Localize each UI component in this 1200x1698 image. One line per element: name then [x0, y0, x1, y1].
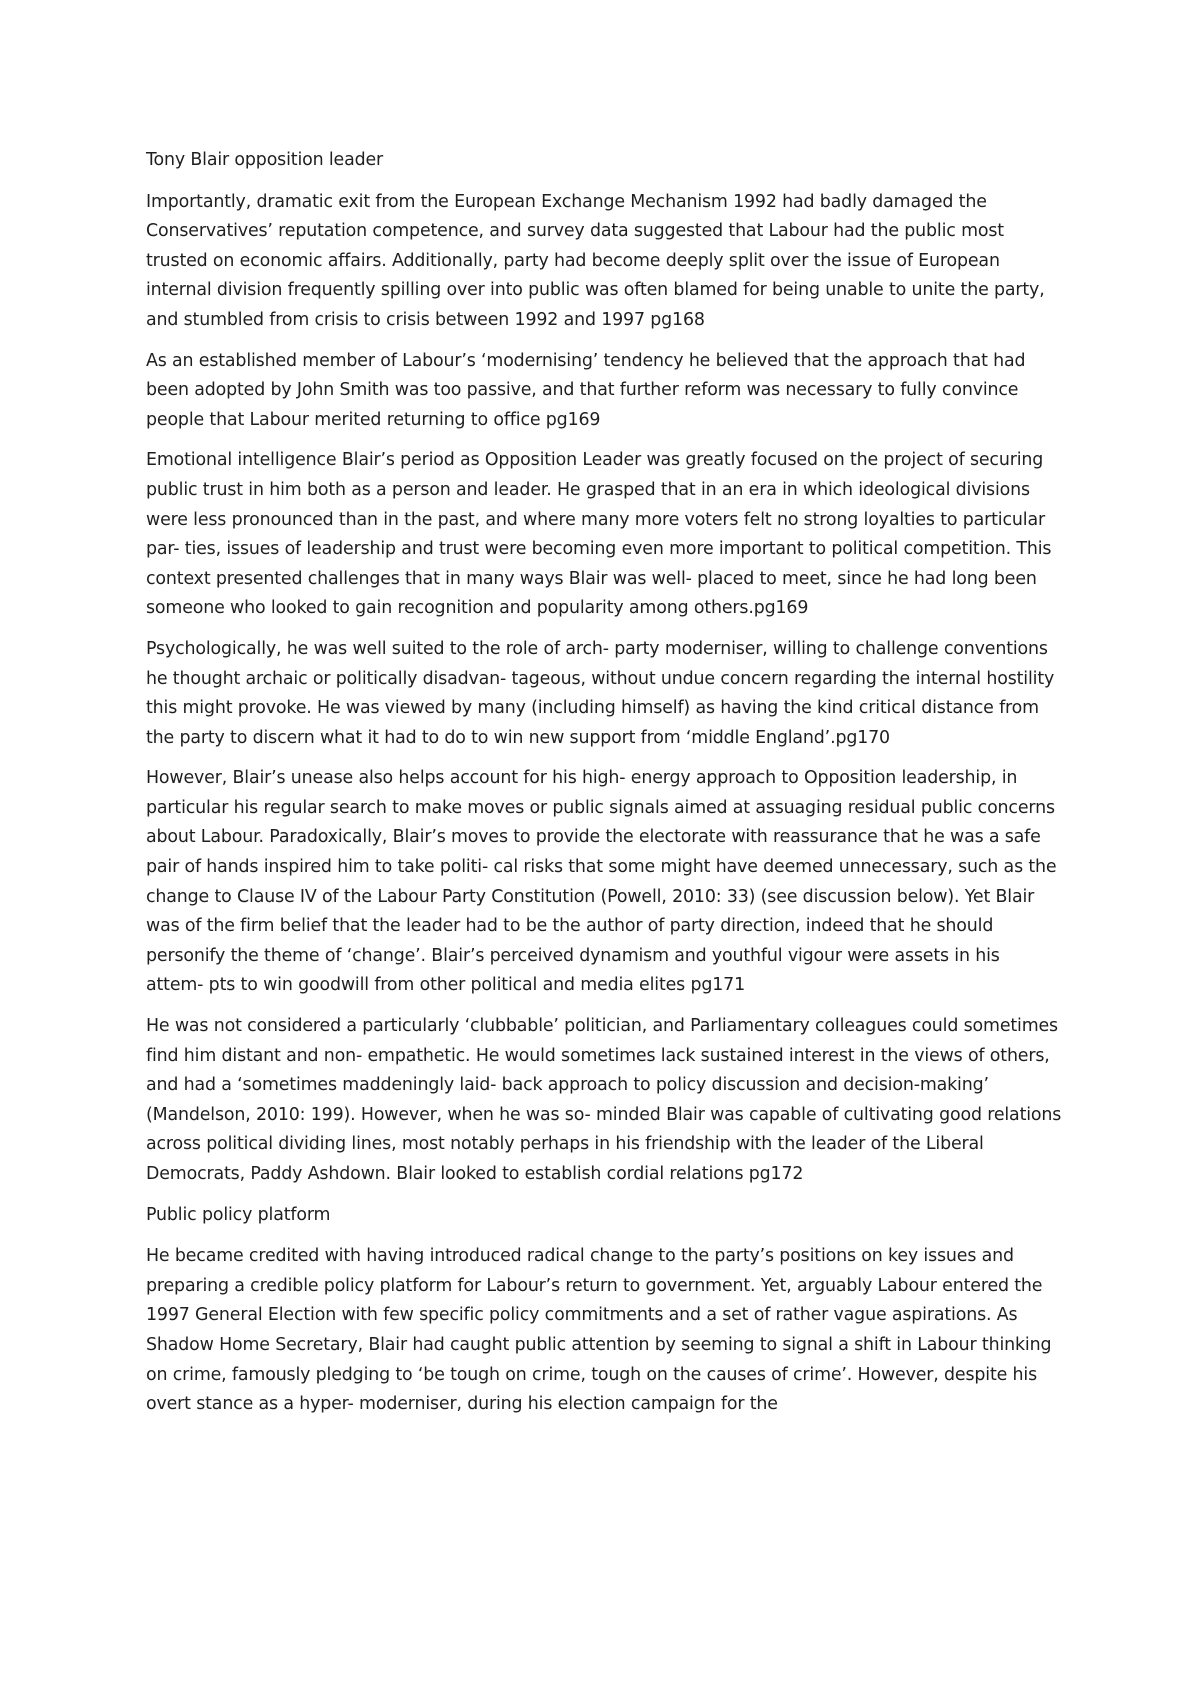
paragraph-psychology: Psychologically, he was well suited to the role of arch- party moderniser, willing to challenge conventions he thought archaic or politically disadvan- tageous, without undue concern regarding the internal hostility this might provoke. He was viewed by many (including himself) as having the kind critical distance from the party to discern what it had to do to win new support from ‘middle England’.pg170 — [146, 638, 1055, 748]
paragraph-unease: However, Blair’s unease also helps account for his high- energy approach to Opposition leadership, in particular his regular search to make moves or public signals aimed at assuaging residual public concerns about Labour. Paradoxically, Blair’s moves to provide the electorate with reassurance that he was a safe pair of hands inspired him to take politi- cal risks that some might have deemed unnecessary, such as the change to Clause IV of the Labour Party Constitution (Powell, 2010: 33) (see discussion below). Yet Blair was of the firm belief that the leader had to be the author of party direction, indeed that he should personify the theme of ‘change’. Blair’s perceived dynamism and youthful vigour were assets in his attem- pts to win goodwill from other political and media elites pg171 — [146, 768, 1057, 996]
paragraph-policy-platform: He became credited with having introduced radical change to the party’s positions on key issues and preparing a credible policy platform for Labour’s return to government. Yet, arguably Labour entered the 1997 General Election with few specific policy commitments and a set of rather vague aspirations. As Shadow Home Secretary, Blair had caught public attention by seeming to signal a shift in Labour thinking on crime, famously pledging to ‘be tough on crime, tough on the causes of crime’. However, despite his overt stance as a hyper- moderniser, during his election campaign for the — [146, 1246, 1052, 1415]
paragraph-economic-reputation: Importantly, dramatic exit from the European Exchange Mechanism 1992 had badly damaged the Conservatives’ reputation competence, and survey data suggested that Labour had the public most trusted on economic affairs. Additionally, party had become deeply split over the issue of European internal division frequently spilling over into public was often blamed for being unable to unite the party, and stumbled from crisis to crisis between 1992 and 1997 pg168 — [146, 191, 1045, 330]
paragraph-emotional-intelligence: Emotional intelligence Blair’s period as Opposition Leader was greatly focused on the project of securing public trust in him both as a person and leader. He grasped that in an era in which ideological divisions were less pronounced than in the past, and where many more voters felt no strong loyalties to particular par- ties, issues of leadership and trust were becoming even more important to political competition. This context presented challenges that in many ways Blair was well- placed to meet, since he had long been someone who looked to gain recognition and popularity among others.pg169 — [146, 450, 1052, 619]
section-heading-public-policy: Public policy platform — [146, 1204, 331, 1225]
document-body — [146, 146, 1062, 1431]
paragraph-modernising-tendency: As an established member of Labour’s ‘modernising’ tendency he believed that the approach that had been adopted by John Smith was too passive, and that further reform was necessary to fully convince people that Labour merited returning to office pg169 — [146, 350, 1026, 430]
paragraph-clubbable: He was not considered a particularly ‘clubbable’ politician, and Parliamentary colleagues could sometimes find him distant and non- empathetic. He would sometimes lack sustained interest in the views of others, and had a ‘sometimes maddeningly laid- back approach to policy discussion and decision-making’ (Mandelson, 2010: 199). However, when he was so- minded Blair was capable of cultivating good relations across political dividing lines, most notably perhaps in his friendship with the leader of the Liberal Democrats, Paddy Ashdown. Blair looked to establish cordial relations pg172 — [146, 1016, 1062, 1184]
document-title: Tony Blair opposition leader — [146, 150, 384, 170]
